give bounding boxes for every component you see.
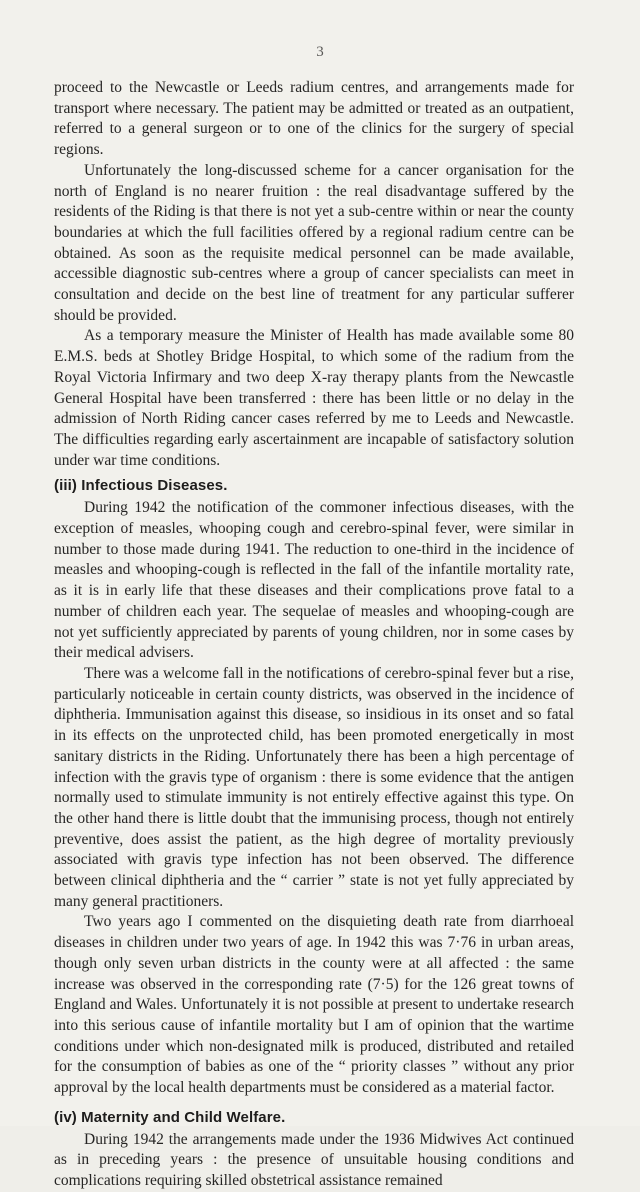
intro-paragraph-1: proceed to the Newcastle or Leeds radium centres, and arrangements made for transport where necessary. The patient may be admitted or treated as an outpatient, referred to a general surgeon or to one of the clinics for the surgery of special regions. bbox=[54, 79, 574, 159]
infectious-paragraph-3: Two years ago I commented on the disquieting death rate from diarrhoeal diseases in children under two years of age. In 1942 this was 7·76 in urban areas, though only seven urban districts in the county were at all affected : the same increase was observed in the corresponding rate (7·5) for the 126 great towns of England and Wales. Unfortunately it is not possible at present to undertake research into this serious cause of infantile mortality but I am of opinion that the wartime conditions under which non-designated milk is produced, distributed and retailed for the consumption of babies as one of the “ priority classes ” without any prior approval by the local health departments must be considered as a material factor. bbox=[54, 913, 574, 1097]
page-number: 3 bbox=[316, 44, 324, 60]
infectious-paragraph-1: During 1942 the notification of the commoner infectious diseases, with the exception of measles, whooping cough and cerebro-spinal fever, were similar in number to those made during 1941. The reduction to one-third in the incidence of measles and whooping-cough is reflected in the fall of the infantile mortality rate, as it is in early life that these diseases and their complications prove fatal to a number of children each year. The sequelae of measles and whooping-cough are not yet sufficiently appreciated by parents of young children, nor in some cases by their medical advisers. bbox=[54, 499, 574, 662]
infectious-paragraph-2: There was a welcome fall in the notifications of cerebro-spinal fever but a rise, particularly noticeable in certain county districts, was observed in the incidence of diphtheria. Immunisation against this disease, so insidious in its onset and so fatal in its effects on the unprotected child, has been promoted energetically in most sanitary districts in the Riding. Unfortunately there has been a high percentage of infection with the gravis type of organism : there is some evidence that the antigen normally used to stimulate immunity is not entirely effective against this type. On the other hand there is little doubt that the immunising process, though not entirely preventive, does assist the patient, as the high degree of mortality previously associated with gravis type infection has not been observed. The difference between clinical diphtheria and the “ carrier ” state is not yet fully appreciated by many general practitioners. bbox=[54, 664, 574, 910]
intro-paragraph-3: As a temporary measure the Minister of Health has made available some 80 E.M.S. beds at Shotley Bridge Hospital, to which some of the radium from the Royal Victoria Infirmary and two deep X-ray therapy plants from the Newcastle General Hospital have been transferred : there has been little or no delay in the admission of North Riding cancer cases referred by me to Leeds and Newcastle. The difficulties regarding early ascertainment are incapable of satisfactory solution under war time conditions. bbox=[54, 327, 574, 469]
page-body bbox=[54, 78, 574, 1192]
intro-paragraph-2: Unfortunately the long-discussed scheme for a cancer organisation for the north of England is no nearer fruition : the real disadvantage suffered by the residents of the Riding is that there is not yet a sub-centre within or near the county boundaries at which the full facilities offered by a regional radium centre can be obtained. As soon as the requisite medical personnel can be made available, accessible diagnostic sub-centres where a group of cancer specialists can meet in consultation and decide on the best line of treatment for any particular sufferer should be provided. bbox=[54, 161, 574, 324]
maternity-paragraph-1: During 1942 the arrangements made under the 1936 Midwives Act continued as in preceding years : the presence of unsuitable housing conditions and complications requiring skilled obstetrical assistance remained bbox=[54, 1130, 574, 1190]
section-heading-infectious-diseases: (iii) Infectious Diseases. bbox=[54, 477, 228, 495]
section-heading-maternity-child-welfare: (iv) Maternity and Child Welfare. bbox=[54, 1108, 286, 1126]
